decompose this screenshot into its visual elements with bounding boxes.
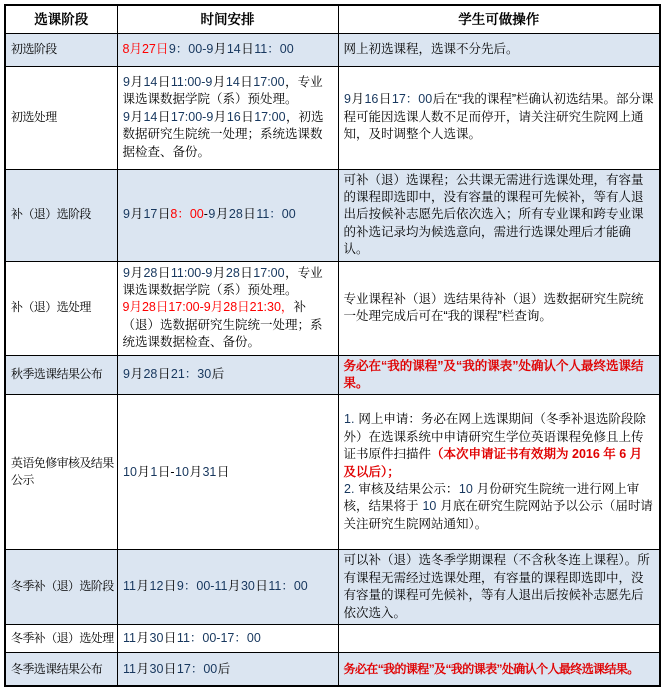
phase-cell: 秋季选课结果公布: [5, 355, 117, 395]
table-row-initial-selection: [5, 33, 660, 66]
ops-item-1: [344, 411, 655, 481]
time-text: 10月1日-10月31日: [123, 464, 230, 479]
header-row: [5, 5, 660, 33]
course-selection-schedule-table: [4, 4, 661, 687]
ops-cell: [338, 395, 660, 550]
phase-cell: 冬季补（退）选阶段: [5, 550, 117, 625]
time-cell: [117, 550, 338, 625]
time-text: 补（退）选数据研究生院统一处理；系统选课数据检查、备份。: [122, 300, 323, 350]
phase-cell: 初选处理: [5, 66, 117, 169]
time-highlight-text: 8：00: [170, 207, 204, 222]
time-cell: [117, 355, 338, 395]
time-cell: [117, 261, 338, 355]
table-row-winter-add-drop-processing: [5, 624, 660, 652]
phase-cell: 补（退）选处理: [5, 261, 117, 355]
phase-cell: 初选阶段: [5, 33, 117, 66]
ops-text: 网上初选课程，选课不分先后。: [343, 41, 519, 56]
time-cell: [117, 395, 338, 550]
time-text: -9月28日11：00: [203, 207, 296, 222]
ops-cell: [338, 169, 660, 261]
ops-item-2: 2. 审核及结果公示：10 月份研究生院统一进行网上审核，结果将于 10 月底在研究生院网站予以公示（届时请关注研究生院网站通知）。: [343, 482, 653, 531]
ops-warning-text: 务必在“我的课程”及“我的课表”处确认个人最终选课结果。: [343, 358, 644, 390]
time-highlight-text: 9月28日17:00-9月28日21:30，: [122, 300, 294, 315]
time-cell: [117, 652, 338, 686]
time-text: 11月30日11：00-17：00: [123, 630, 261, 645]
col-header-operations: 学生可做操作: [338, 5, 660, 33]
time-cell: [117, 66, 338, 169]
time-cell: [117, 33, 338, 66]
time-paragraph-2: [123, 299, 333, 351]
time-text: 9月28日21：30后: [123, 367, 225, 382]
ops-text: 9月16日17：00后在“我的课程”栏确认初选结果。部分课程可能因选课人数不足而停开，请关注研究生院网上通知，及时调整个人选课。: [343, 92, 654, 142]
phase-cell: 冬季选课结果公布: [5, 652, 117, 686]
time-text: 11月12日9：00-11月30日11：00: [123, 579, 308, 594]
time-text: 11月30日17：00后: [123, 661, 231, 676]
ops-warning-text: （本次申请证书有效期为 2016 年 6 月及以后）；: [343, 447, 643, 479]
table-row-winter-add-drop-phase: [5, 550, 660, 625]
col-header-time: 时间安排: [117, 5, 338, 33]
ops-text: 专业课程补（退）选结果待补（退）选数据研究生院统一处理完成后可在“我的课程”栏查询。: [343, 291, 644, 324]
phase-cell: 补（退）选阶段: [5, 169, 117, 261]
time-cell: [117, 169, 338, 261]
time-paragraph-1: 9月28日11:00-9月28日17:00，专业课选课数据学院（系）预处理。: [122, 265, 323, 297]
ops-cell: [338, 66, 660, 169]
ops-text: 可以补（退）选冬季学期课程（不含秋冬连上课程）。所有课程无需经过选课处理，有容量的课程即选即中，没有容量的课程可先候补，等有人退出后按候补志愿先后依次选入。: [343, 553, 650, 620]
ops-cell: [338, 355, 660, 395]
table-row-english-exemption: [5, 395, 660, 550]
ops-cell: [338, 550, 660, 625]
col-header-phase: 选课阶段: [5, 5, 117, 33]
table-row-add-drop-processing: [5, 261, 660, 355]
table-row-initial-processing: [5, 66, 660, 169]
time-cell: [117, 624, 338, 652]
ops-warning-text: 务必在“我的课程”及“我的课表”处确认个人最终选课结果。: [343, 661, 639, 676]
time-highlight-text: 8月27日: [122, 41, 169, 56]
ops-cell: [338, 624, 660, 652]
ops-cell: [338, 261, 660, 355]
time-paragraph-1: 9月14日11:00-9月14日17:00，专业课选课数据学院（系）预处理。: [122, 74, 323, 107]
ops-cell: [338, 652, 660, 686]
phase-cell: 英语免修审核及结果公示: [5, 395, 117, 550]
phase-cell: 冬季补（退）选处理: [5, 624, 117, 652]
ops-text: 1. 网上申请：务必在网上选课期间（冬季补退选阶段除外）在选课系统中申请研究生学位英语课程免修且上传证书原件扫描件: [343, 412, 646, 462]
table-row-add-drop-phase: [5, 169, 660, 261]
table-row-winter-results: [5, 652, 660, 686]
table-row-autumn-results: [5, 355, 660, 395]
time-paragraph-2: 9月14日17:00-9月16日17:00，初选数据研究生院统一处理；系统选课数据检查、备份。: [122, 109, 324, 159]
ops-cell: [338, 33, 660, 66]
ops-text: 可补（退）选课程；公共课无需进行选课处理，有容量的课程即选即中，没有容量的课程可先候补，等有人退出后按候补志愿先后依次选入；所有专业课和跨专业课的补选记录均为候选意向，需进行选课处理后才能确认。: [343, 172, 644, 257]
time-text: 9月17日: [123, 207, 171, 222]
time-text: 9：00-9月14日11：00: [168, 41, 294, 56]
